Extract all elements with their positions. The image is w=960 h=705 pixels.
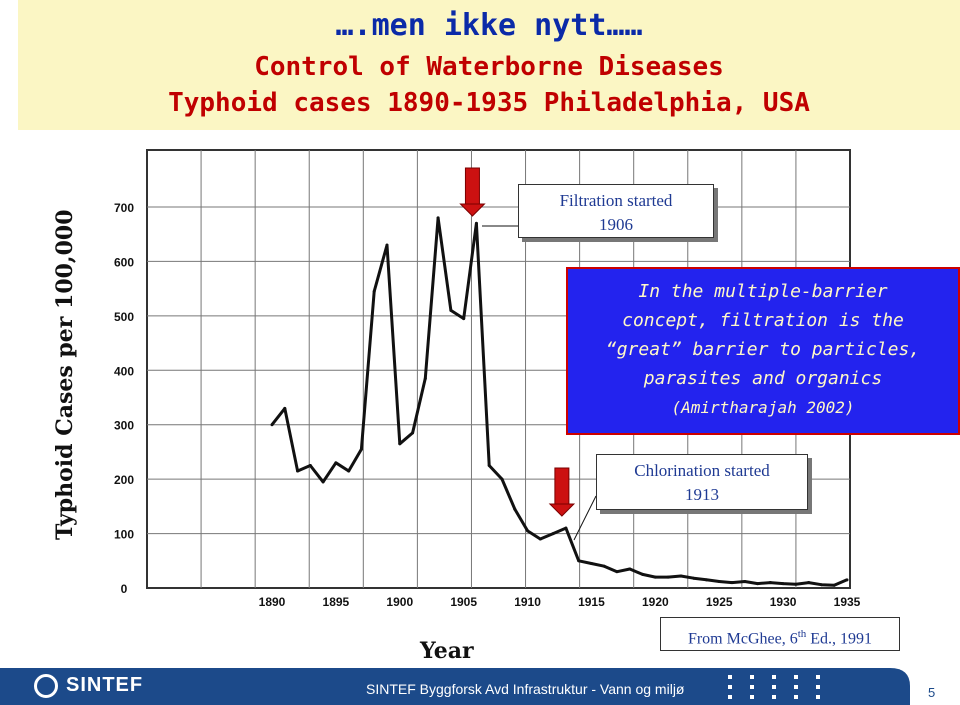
sintef-logo-icon: [34, 674, 58, 698]
x-tick-label: 1935: [833, 595, 861, 609]
data-point: [769, 581, 772, 584]
data-point: [360, 448, 363, 451]
data-point: [513, 508, 516, 511]
data-point: [743, 580, 746, 583]
arrow-head: [550, 504, 574, 516]
data-point: [718, 580, 721, 583]
data-point: [424, 377, 427, 380]
data-point: [679, 575, 682, 578]
data-point: [782, 582, 785, 585]
data-point: [667, 576, 670, 579]
data-point: [552, 532, 555, 535]
y-axis-label: Typhoid Cases per 100,000: [52, 209, 78, 540]
data-point: [794, 583, 797, 586]
data-point: [590, 562, 593, 565]
data-point: [283, 407, 286, 410]
filtration-callout: [518, 184, 714, 238]
y-tick-label: 600: [113, 255, 135, 270]
x-tick-label: 1920: [641, 595, 669, 609]
data-point: [488, 464, 491, 467]
data-point: [501, 478, 504, 481]
y-tick-label: 200: [113, 473, 135, 488]
data-point: [692, 577, 695, 580]
chlorination-callout: [596, 454, 808, 510]
data-point: [564, 527, 567, 530]
x-tick-label: 1915: [578, 595, 605, 609]
slide-subtitle: Control of Waterborne Diseases: [254, 52, 724, 82]
data-point: [411, 431, 414, 434]
y-axis-ticks: [114, 201, 134, 596]
multibarrier-line2: concept, filtration is the: [622, 310, 904, 331]
data-point: [398, 442, 401, 445]
chlorination-callout-line1: Chlorination started: [634, 461, 770, 480]
data-point: [347, 469, 350, 472]
footer-dot-pattern-icon: [728, 673, 828, 701]
x-tick-label: 1900: [386, 595, 414, 609]
data-point: [731, 581, 734, 584]
multibarrier-line4: parasites and organics: [643, 368, 883, 389]
arrow-shaft: [555, 468, 569, 504]
data-point: [654, 576, 657, 579]
multibarrier-callout: [566, 267, 960, 435]
multibarrier-citation: (Amirtharajah 2002): [671, 398, 855, 417]
slide-title: ….men ikke nytt……: [335, 8, 643, 43]
filtration-arrow-icon: [460, 168, 484, 216]
data-point: [833, 584, 836, 587]
x-tick-label: 1925: [705, 595, 733, 609]
footer-text: SINTEF Byggforsk Avd Infrastruktur - Vann og miljø: [366, 681, 685, 697]
chlorination-callout-line2: 1913: [685, 485, 719, 504]
data-point: [437, 216, 440, 219]
arrow-head: [460, 204, 484, 216]
data-point: [334, 461, 337, 464]
data-point: [628, 567, 631, 570]
data-point: [705, 578, 708, 581]
data-point: [526, 529, 529, 532]
chlorination-arrow-icon: [550, 468, 574, 516]
filtration-callout-line2: 1906: [599, 215, 633, 234]
source-note: From McGhee, 6th Ed., 1991: [660, 617, 900, 651]
data-point: [475, 222, 478, 225]
y-tick-label: 0: [120, 582, 128, 596]
data-point: [322, 480, 325, 483]
chart-title: Typhoid cases 1890-1935 Philadelphia, USA: [168, 88, 810, 118]
data-point: [539, 538, 542, 541]
data-point: [577, 559, 580, 562]
data-point: [820, 583, 823, 586]
data-point: [641, 573, 644, 576]
data-point: [756, 582, 759, 585]
data-point: [449, 309, 452, 312]
data-point: [462, 317, 465, 320]
page-corner: [890, 668, 960, 705]
x-tick-label: 1910: [514, 595, 541, 609]
multibarrier-line3: “great” barrier to particles,: [605, 339, 921, 360]
filtration-callout-line1: Filtration started: [559, 191, 673, 210]
x-tick-label: 1930: [769, 595, 797, 609]
data-point: [309, 464, 312, 467]
data-point: [296, 469, 299, 472]
sintef-logo-text: SINTEF: [66, 674, 144, 696]
x-axis-label: Year: [420, 638, 474, 664]
arrow-shaft: [465, 168, 479, 204]
data-point: [271, 423, 274, 426]
x-tick-label: 1895: [322, 595, 350, 609]
y-tick-label: 500: [113, 309, 135, 324]
data-point: [846, 578, 849, 581]
data-point: [603, 565, 606, 568]
page-number: 5: [928, 685, 936, 700]
data-point: [386, 244, 389, 247]
x-axis-ticks: [259, 595, 861, 609]
data-point: [616, 570, 619, 573]
multibarrier-line1: In the multiple-barrier: [638, 281, 888, 302]
y-tick-label: 300: [113, 418, 135, 433]
y-tick-label: 400: [113, 364, 135, 379]
data-point: [373, 290, 376, 293]
x-tick-label: 1905: [450, 595, 478, 609]
data-point: [807, 581, 810, 584]
y-tick-label: 100: [113, 527, 135, 542]
y-tick-label: 700: [113, 201, 135, 215]
x-tick-label: 1890: [258, 595, 286, 609]
